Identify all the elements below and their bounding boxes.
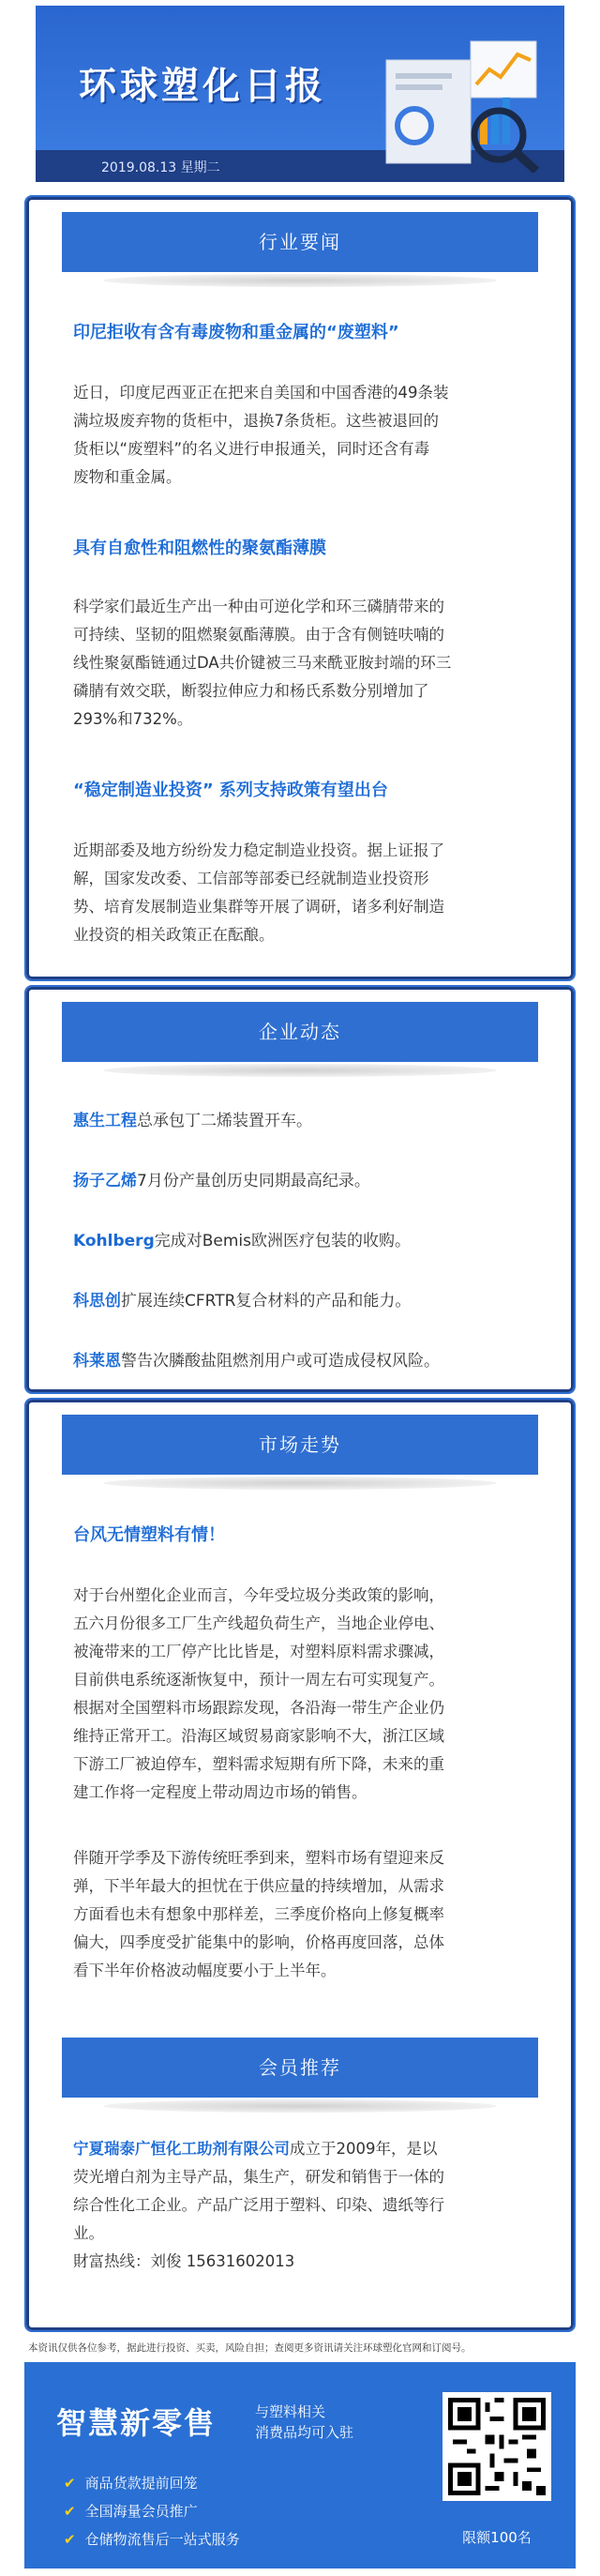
- company-name[interactable]: 科莱恩: [73, 1352, 121, 1371]
- text-line: 近日，印度尼西亚正在把来自美国和中国香港的49条装: [73, 384, 449, 402]
- company-name[interactable]: 惠生工程: [73, 1112, 137, 1130]
- text-line: 293%和732%。: [73, 710, 193, 728]
- company-item: [73, 1227, 411, 1250]
- text-line: 势、培育发展制造业集群等开展了调研，诸多利好制造: [73, 898, 444, 916]
- news-headline-1[interactable]: 印尼拒收有含有毒废物和重金属的“废塑料”: [73, 323, 399, 342]
- header-shadow: [103, 2099, 497, 2113]
- company-name[interactable]: Kohlberg: [73, 1232, 155, 1250]
- text-line: 目前供电系统逐渐恢复中，预计一周左右可实现复产。: [73, 1671, 444, 1689]
- news-headline-2[interactable]: 具有自愈性和阻燃性的聚氨酯薄膜: [73, 538, 326, 558]
- promo-banner[interactable]: [24, 2362, 576, 2568]
- market-headline[interactable]: 台风无情塑料有情！: [73, 1525, 225, 1545]
- text-line: 对于台州塑化企业而言，今年受垃圾分类政策的影响，: [73, 1586, 444, 1604]
- text-line: 被淹带来的工厂停产比比皆是，对塑料原料需求骤减，: [73, 1643, 444, 1660]
- header-banner: [36, 6, 564, 182]
- check-icon: ✔: [64, 2531, 76, 2548]
- market-header: 市场走势: [62, 1415, 538, 1475]
- company-item: [73, 1347, 440, 1371]
- company-name[interactable]: 扬子乙烯: [73, 1172, 137, 1190]
- header-shadow: [103, 274, 497, 287]
- promo-bullet: [64, 2501, 198, 2521]
- member-contact: 財富热线：刘俊 15631602013: [73, 2252, 295, 2270]
- text-line: 下游工厂被迫停车，塑料需求短期有所下降，未来的重: [73, 1755, 444, 1773]
- text-line: 五六月份很多工厂生产线超负荷生产，当地企业停电、: [73, 1614, 444, 1632]
- company-item: [73, 1167, 370, 1190]
- text-line: 线性聚氨酯链通过DA共价键被三马来酰亚胺封端的环三: [73, 654, 452, 672]
- qr-code-label: 限额100名: [462, 2529, 532, 2546]
- text-line: 看下半年价格波动幅度要小于上半年。: [73, 1962, 337, 1979]
- company-item: [73, 1287, 411, 1311]
- promo-subtitle-line: 与塑料相关: [255, 2403, 326, 2420]
- text-line: 伴随开学季及下游传统旺季到来，塑料市场有望迎来反: [73, 1849, 444, 1867]
- news-body-3: [73, 837, 532, 949]
- news-body-1: [73, 379, 532, 492]
- disclaimer-note: 本资讯仅供各位参考，据此进行投资、买卖，风险自担；查阅更多资讯请关注环球塑化官网和订阅号。: [28, 2342, 472, 2354]
- newsletter-title: 环球塑化日报: [79, 65, 326, 108]
- report-chart-illustration: [358, 32, 546, 173]
- header-shadow: [103, 1064, 497, 1077]
- check-icon: ✔: [64, 2503, 76, 2520]
- text-line: 可持续、坚韧的阻燃聚氨酯薄膜。由于含有侧链呋喃的: [73, 626, 444, 644]
- text-line: 建工作将一定程度上带动周边市场的销售。: [73, 1783, 368, 1801]
- company-note: 总承包丁二烯装置开车。: [137, 1112, 312, 1130]
- promo-bullet-text: 商品货款提前回笼: [84, 2475, 198, 2492]
- company-note: 完成对Bemis欧洲医疗包装的收购。: [154, 1232, 412, 1250]
- company-item: [73, 1107, 312, 1130]
- company-note: 扩展连续CFRTR复合材料的产品和能力。: [121, 1292, 412, 1311]
- text-line: 科学家们最近生产出一种由可逆化学和环三磷腈带来的: [73, 598, 444, 615]
- text-line: 满垃圾废弃物的货柜中，退换7条货柜。这些被退回的: [73, 412, 439, 430]
- company-name[interactable]: 科思创: [73, 1292, 121, 1311]
- company-note: 警告次膦酸盐阻燃剂用户或可造成侵权风险。: [121, 1352, 440, 1371]
- industry-news-header: 行业要闻: [62, 212, 538, 272]
- text-line: 业投资的相关政策正在酝酿。: [73, 926, 275, 944]
- text-line: 近期部委及地方纷纷发力稳定制造业投资。据上证报了: [73, 841, 444, 859]
- company-news-header: 企业动态: [62, 1002, 538, 1062]
- market-paragraph-1: [73, 1582, 532, 1807]
- text-line: [73, 2135, 532, 2163]
- text-line: 业。: [73, 2224, 104, 2242]
- check-icon: ✔: [64, 2475, 76, 2492]
- text-line: 弹，下半年最大的担忧在于供应量的持续增加，从需求: [73, 1877, 444, 1895]
- text-line: 废物和重金属。: [73, 468, 182, 486]
- member-header: 会员推荐: [62, 2038, 538, 2098]
- text-line: 方面看也未有想象中那样差，三季度价格向上修复概率: [73, 1905, 444, 1923]
- text-line: 解，国家发改委、工信部等部委已经就制造业投资形: [73, 870, 429, 887]
- text-line: 偏大，四季度受扩能集中的影响，价格再度回落，总体: [73, 1933, 444, 1951]
- qr-code-icon: [448, 2398, 546, 2495]
- promo-title: 智慧新零售: [56, 2405, 217, 2441]
- issue-date: 2019.08.13 星期二: [101, 160, 220, 175]
- text-fragment: 成立于2009年，是以: [290, 2140, 438, 2158]
- promo-bullet: [64, 2529, 240, 2549]
- news-body-2: [73, 593, 532, 734]
- qr-code[interactable]: [442, 2392, 551, 2501]
- company-note: 7月份产量创历史同期最高纪录。: [137, 1172, 370, 1190]
- text-line: 磷腈有效交联，断裂拉伸应力和杨氏系数分别增加了: [73, 682, 429, 700]
- member-recommendation: [73, 2135, 532, 2276]
- promo-bullet: [64, 2473, 198, 2493]
- text-line: 货柜以“废塑料”的名义进行申报通关，同时还含有毒: [73, 440, 430, 458]
- promo-bullet-text: 全国海量会员推广: [84, 2503, 198, 2520]
- text-line: 维持正常开工。沿海区域贸易商家影响不大，浙江区域: [73, 1727, 444, 1745]
- promo-subtitle: [255, 2402, 353, 2443]
- text-line: 荧光增白剂为主导产品，集生产，研发和销售于一体的: [73, 2168, 444, 2186]
- promo-subtitle-line: 消费品均可入驻: [255, 2424, 354, 2441]
- member-company-name[interactable]: 宁夏瑞泰广恒化工助剂有限公司: [73, 2140, 290, 2158]
- text-line: 根据对全国塑料市场跟踪发现，各沿海一带生产企业仍: [73, 1699, 444, 1717]
- header-shadow: [103, 1477, 497, 1490]
- text-line: 综合性化工企业。产品广泛用于塑料、印染、遗纸等行: [73, 2196, 444, 2214]
- market-paragraph-2: [73, 1844, 532, 1985]
- promo-bullet-text: 仓储物流售后一站式服务: [84, 2531, 240, 2548]
- news-headline-3[interactable]: “稳定制造业投资” 系列支持政策有望出台: [73, 780, 388, 800]
